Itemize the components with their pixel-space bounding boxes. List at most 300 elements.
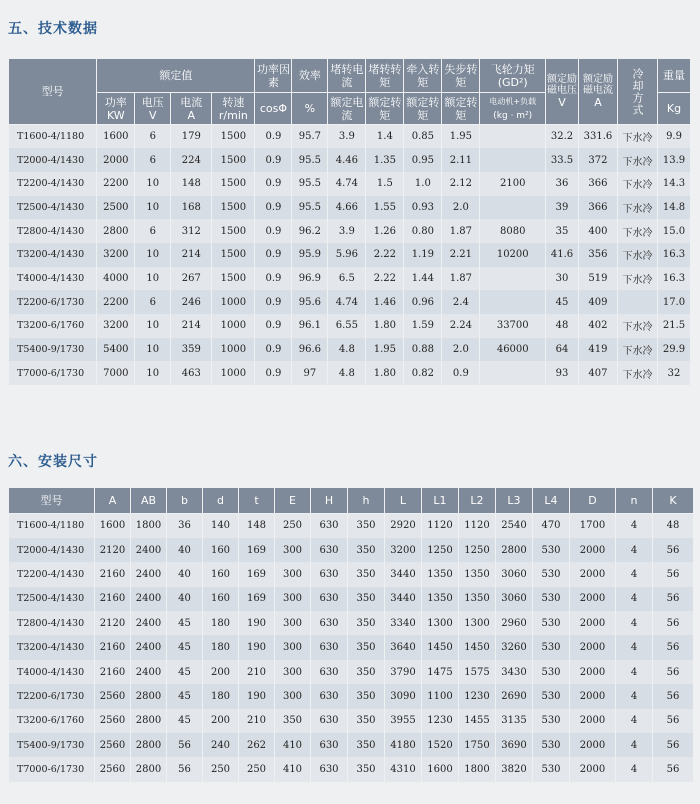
dim-table-cell: 1230 xyxy=(422,709,459,733)
dim-table-cell: 1300 xyxy=(459,611,496,635)
dim-table-cell: 2920 xyxy=(385,514,422,538)
tech-table-cell: 下水冷 xyxy=(617,196,657,220)
tech-table-cell: 2100 xyxy=(480,172,546,196)
tech-table-cell: 14.8 xyxy=(658,196,691,220)
dim-table-cell: 1600 xyxy=(95,514,131,538)
tech-table-cell: 0.82 xyxy=(404,361,442,385)
tech-table-cell: 0.9 xyxy=(255,219,292,243)
dim-table-row xyxy=(9,538,694,562)
dim-table-model-cell: T2000-4/1430 xyxy=(9,538,95,562)
dim-table-cell: 630 xyxy=(311,538,348,562)
tech-table-cell: 312 xyxy=(171,219,212,243)
tech-table-cell xyxy=(480,267,546,291)
dim-table-cell: 1450 xyxy=(459,635,496,659)
dim-table-cell: 300 xyxy=(275,587,311,611)
dim-table-cell: 45 xyxy=(167,635,203,659)
dim-table-cell: 56 xyxy=(653,709,694,733)
header-speed-unit: r/min xyxy=(218,108,248,122)
header-flywheel-unit: (kg · m²) xyxy=(493,110,533,121)
header-current-label: 电流 xyxy=(180,95,203,109)
dim-table-cell: 2800 xyxy=(131,733,167,757)
tech-table-cell: 1500 xyxy=(212,243,255,267)
dim-table-cell: 3340 xyxy=(385,611,422,635)
tech-table-cell: 1.95 xyxy=(442,125,480,149)
tech-table-cell xyxy=(480,290,546,314)
tech-table-cell: 463 xyxy=(171,361,212,385)
dim-table-cell: 160 xyxy=(203,562,239,586)
dim-table-cell: 2000 xyxy=(570,538,616,562)
tech-table-cell: 95.9 xyxy=(292,243,328,267)
dim-table-cell: 2120 xyxy=(95,611,131,635)
dim-table-cell: 530 xyxy=(533,709,570,733)
dim-table-cell: 45 xyxy=(167,611,203,635)
dim-table-cell: 1230 xyxy=(459,684,496,708)
dim-table-cell: 630 xyxy=(311,562,348,586)
tech-table-model-cell: T2800-4/1430 xyxy=(9,219,97,243)
tech-table-cell: 1.35 xyxy=(366,148,404,172)
tech-table-cell: 1.19 xyxy=(404,243,442,267)
tech-table-cell: 2.22 xyxy=(366,243,404,267)
tech-table-model-cell: T3200-6/1760 xyxy=(9,314,97,338)
dim-table-cell: 180 xyxy=(203,635,239,659)
dim-table-cell: 470 xyxy=(533,514,570,538)
tech-table-cell: 1.87 xyxy=(442,219,480,243)
tech-table-cell: 2000 xyxy=(97,148,135,172)
header-rated-value: 额定值 xyxy=(97,59,255,93)
dim-table-cell: 2540 xyxy=(496,514,533,538)
dim-table-cell: 350 xyxy=(275,709,311,733)
dim-table-cell: 630 xyxy=(311,587,348,611)
dim-table-cell: 1100 xyxy=(422,684,459,708)
dim-table-row xyxy=(9,587,694,611)
dim-table-cell: 160 xyxy=(203,538,239,562)
tech-table-cell: 4000 xyxy=(97,267,135,291)
tech-table-cell: 4.46 xyxy=(328,148,366,172)
dim-table-model-cell: T2200-6/1730 xyxy=(9,684,95,708)
tech-table-cell: 33.5 xyxy=(546,148,579,172)
tech-table-cell: 下水冷 xyxy=(617,314,657,338)
dim-table-model-cell: T1600-4/1180 xyxy=(9,514,95,538)
header-stall-current-top: 堵转电流 xyxy=(328,59,366,93)
tech-table-cell: 267 xyxy=(171,267,212,291)
tech-table-cell: 1.59 xyxy=(404,314,442,338)
tech-table-cell: 1.80 xyxy=(366,314,404,338)
dim-table-cell: 56 xyxy=(167,757,203,781)
dim-table-cell: 4 xyxy=(616,684,653,708)
tech-table-cell: 1.46 xyxy=(366,290,404,314)
tech-table-cell: 372 xyxy=(578,148,617,172)
header-pullin-bottom: 额定转矩 xyxy=(404,93,442,125)
tech-table-cell: 0.85 xyxy=(404,125,442,149)
dim-header-h: h xyxy=(348,488,385,514)
tech-table-cell: 1.80 xyxy=(366,361,404,385)
tech-table-cell: 下水冷 xyxy=(617,148,657,172)
tech-table-cell: 1500 xyxy=(212,219,255,243)
dim-table-cell: 4 xyxy=(616,562,653,586)
tech-table-cell: 10 xyxy=(135,314,171,338)
dim-table-cell: 630 xyxy=(311,709,348,733)
header-weight: 重量 xyxy=(658,59,691,93)
tech-table-cell: 148 xyxy=(171,172,212,196)
tech-table-cell: 0.9 xyxy=(255,243,292,267)
tech-table-cell: 35 xyxy=(546,219,579,243)
dim-table-cell: 1350 xyxy=(459,587,496,611)
dim-table-cell: 630 xyxy=(311,635,348,659)
tech-table-cell: 0.9 xyxy=(255,314,292,338)
dim-table-cell: 56 xyxy=(653,757,694,781)
dim-table-cell: 250 xyxy=(275,514,311,538)
dim-table-cell: 1800 xyxy=(131,514,167,538)
dim-table-row xyxy=(9,709,694,733)
dim-table-cell: 1250 xyxy=(422,538,459,562)
header-flywheel-top: 飞轮力矩(GD²) xyxy=(480,59,546,93)
header-excitation-voltage-unit: V xyxy=(558,96,566,109)
dim-table-cell: 2000 xyxy=(570,709,616,733)
dim-table-cell: 2160 xyxy=(95,635,131,659)
dim-table-cell: 630 xyxy=(311,611,348,635)
dim-table-cell: 530 xyxy=(533,757,570,781)
dim-table-cell: 2560 xyxy=(95,733,131,757)
dim-header-d: D xyxy=(570,488,616,514)
dim-table-cell: 3430 xyxy=(496,660,533,684)
dim-table-cell: 350 xyxy=(348,514,385,538)
dim-table-cell: 40 xyxy=(167,538,203,562)
dim-table-cell: 56 xyxy=(653,538,694,562)
dim-table-row xyxy=(9,733,694,757)
header-power-factor: 功率因素 xyxy=(255,59,292,93)
dim-table-cell: 40 xyxy=(167,562,203,586)
header-power-unit: KW xyxy=(106,108,125,122)
dim-table-cell: 2000 xyxy=(570,684,616,708)
tech-table-model-cell: T2200-4/1430 xyxy=(9,172,97,196)
tech-table-cell: 4.8 xyxy=(328,361,366,385)
dim-table-cell: 3060 xyxy=(496,562,533,586)
dim-table-row xyxy=(9,684,694,708)
header-current-unit: A xyxy=(187,108,196,122)
dim-table-cell: 530 xyxy=(533,611,570,635)
tech-table-cell: 13.9 xyxy=(658,148,691,172)
tech-table-row xyxy=(9,290,691,314)
dim-table-cell: 630 xyxy=(311,514,348,538)
dim-table-cell: 250 xyxy=(239,757,275,781)
tech-table-cell: 224 xyxy=(171,148,212,172)
tech-table-cell: 1000 xyxy=(212,338,255,362)
dim-table-cell: 410 xyxy=(275,733,311,757)
dim-table-cell: 36 xyxy=(167,514,203,538)
dim-table-cell: 262 xyxy=(239,733,275,757)
dim-table-cell: 56 xyxy=(653,562,694,586)
header-pf-unit: cosΦ xyxy=(255,93,292,125)
tech-table-cell: 0.9 xyxy=(255,338,292,362)
tech-table-cell: 10 xyxy=(135,267,171,291)
tech-table-cell: 96.1 xyxy=(292,314,328,338)
dim-table-cell: 2690 xyxy=(496,684,533,708)
dim-table-cell: 300 xyxy=(275,660,311,684)
tech-table-cell: 2.11 xyxy=(442,148,480,172)
dim-table-cell: 2160 xyxy=(95,562,131,586)
tech-table-cell: 1.26 xyxy=(366,219,404,243)
tech-table-cell: 10 xyxy=(135,243,171,267)
tech-table-row xyxy=(9,243,691,267)
dim-table-cell: 56 xyxy=(653,611,694,635)
technical-data-table xyxy=(8,58,691,385)
dim-table-cell: 4 xyxy=(616,757,653,781)
tech-table-cell: 95.6 xyxy=(292,290,328,314)
tech-table-cell: 1000 xyxy=(212,314,255,338)
section-title-installation-dimensions: 六、安装尺寸 xyxy=(8,454,98,470)
dim-table-cell: 3790 xyxy=(385,660,422,684)
dim-table-cell: 1350 xyxy=(422,562,459,586)
tech-table-cell: 下水冷 xyxy=(617,125,657,149)
header-efficiency: 效率 xyxy=(292,59,328,93)
tech-table-cell: 下水冷 xyxy=(617,361,657,385)
tech-table-cell: 6.5 xyxy=(328,267,366,291)
dim-table-cell: 2800 xyxy=(131,684,167,708)
dim-table-cell: 56 xyxy=(167,733,203,757)
tech-table-cell: 2.24 xyxy=(442,314,480,338)
dim-table-cell: 48 xyxy=(653,514,694,538)
dim-table-cell: 4180 xyxy=(385,733,422,757)
tech-table-cell: 409 xyxy=(578,290,617,314)
dim-table-cell: 40 xyxy=(167,587,203,611)
dim-header-l2: L2 xyxy=(459,488,496,514)
header-voltage xyxy=(135,93,171,125)
dim-table-cell: 350 xyxy=(348,611,385,635)
dim-table-cell: 240 xyxy=(203,733,239,757)
dim-table-cell: 630 xyxy=(311,660,348,684)
dim-table-cell: 2800 xyxy=(496,538,533,562)
tech-table-model-cell: T1600-4/1180 xyxy=(9,125,97,149)
dim-header-e: E xyxy=(275,488,311,514)
dim-table-cell: 3200 xyxy=(385,538,422,562)
dim-table-cell: 300 xyxy=(275,611,311,635)
tech-table-cell: 10 xyxy=(135,196,171,220)
tech-table-cell: 46000 xyxy=(480,338,546,362)
tech-table-cell: 1500 xyxy=(212,148,255,172)
tech-table-cell: 下水冷 xyxy=(617,172,657,196)
tech-table-cell: 1500 xyxy=(212,172,255,196)
dim-table-cell: 2560 xyxy=(95,684,131,708)
dim-header-b: b xyxy=(167,488,203,514)
tech-table-cell: 0.9 xyxy=(255,361,292,385)
dim-table-cell: 4 xyxy=(616,660,653,684)
dim-header-l: L xyxy=(385,488,422,514)
tech-table-cell: 下水冷 xyxy=(617,267,657,291)
header-eff-unit: % xyxy=(292,93,328,125)
dim-table-cell: 4 xyxy=(616,538,653,562)
tech-table-cell: 6 xyxy=(135,290,171,314)
tech-table-cell: 36 xyxy=(546,172,579,196)
dim-table-cell: 3090 xyxy=(385,684,422,708)
dim-table-cell: 3955 xyxy=(385,709,422,733)
dim-table-cell: 200 xyxy=(203,660,239,684)
dim-table-cell: 148 xyxy=(239,514,275,538)
dim-table-cell: 250 xyxy=(203,757,239,781)
tech-table-cell: 10 xyxy=(135,338,171,362)
dim-table-cell: 1475 xyxy=(422,660,459,684)
tech-table-cell: 1.0 xyxy=(404,172,442,196)
header-stall-torque-bottom: 额定转矩 xyxy=(366,93,404,125)
tech-table-cell: 356 xyxy=(578,243,617,267)
header-stall-current-bottom: 额定电流 xyxy=(328,93,366,125)
dim-table-row xyxy=(9,514,694,538)
dim-header-a: A xyxy=(95,488,131,514)
dimensions-header-row xyxy=(9,488,694,514)
dim-table-cell: 3135 xyxy=(496,709,533,733)
dim-table-cell: 2160 xyxy=(95,660,131,684)
dim-table-cell: 210 xyxy=(239,660,275,684)
header-flywheel-sub xyxy=(480,93,546,125)
dim-table-cell: 140 xyxy=(203,514,239,538)
dim-table-model-cell: T2800-4/1430 xyxy=(9,611,95,635)
dim-table-cell: 2000 xyxy=(570,660,616,684)
dim-table-cell: 630 xyxy=(311,757,348,781)
tech-table-model-cell: T7000-6/1730 xyxy=(9,361,97,385)
tech-table-cell: 4.74 xyxy=(328,290,366,314)
dim-header-model: 型号 xyxy=(9,488,95,514)
tech-table-cell: 419 xyxy=(578,338,617,362)
tech-table-cell: 95.5 xyxy=(292,196,328,220)
tech-table-cell: 1500 xyxy=(212,125,255,149)
tech-table-cell: 3.9 xyxy=(328,125,366,149)
dim-table-row xyxy=(9,611,694,635)
tech-table-cell: 3200 xyxy=(97,314,135,338)
dim-table-cell: 180 xyxy=(203,684,239,708)
dim-table-model-cell: T5400-9/1730 xyxy=(9,733,95,757)
header-flywheel-mid: 电动机+负载 xyxy=(489,96,537,106)
dim-table-cell: 1300 xyxy=(422,611,459,635)
dim-table-cell: 2960 xyxy=(496,611,533,635)
tech-table-cell: 4.74 xyxy=(328,172,366,196)
tech-table-cell: 0.9 xyxy=(442,361,480,385)
installation-dimensions-table xyxy=(8,487,694,782)
dim-header-l1: L1 xyxy=(422,488,459,514)
dim-table-cell: 4310 xyxy=(385,757,422,781)
tech-table-model-cell: T2000-4/1430 xyxy=(9,148,97,172)
tech-table-row xyxy=(9,148,691,172)
header-speed xyxy=(212,93,255,125)
dim-table-model-cell: T3200-6/1760 xyxy=(9,709,95,733)
dim-table-cell: 4 xyxy=(616,587,653,611)
dim-table-cell: 4 xyxy=(616,635,653,659)
dim-table-cell: 4 xyxy=(616,611,653,635)
tech-table-cell: 1.4 xyxy=(366,125,404,149)
tech-table-cell: 0.9 xyxy=(255,196,292,220)
dim-table-model-cell: T7000-6/1730 xyxy=(9,757,95,781)
dim-table-cell: 350 xyxy=(348,587,385,611)
dim-table-cell: 2400 xyxy=(131,660,167,684)
dim-table-cell: 56 xyxy=(653,684,694,708)
header-excitation-voltage-label: 额定励磁电压 xyxy=(547,74,578,96)
dim-table-cell: 56 xyxy=(653,733,694,757)
tech-table-cell: 0.88 xyxy=(404,338,442,362)
tech-table-cell: 9.9 xyxy=(658,125,691,149)
installation-dimensions-body xyxy=(9,514,694,782)
tech-table-cell: 1500 xyxy=(212,267,255,291)
tech-table-cell: 10200 xyxy=(480,243,546,267)
dim-table-cell: 45 xyxy=(167,660,203,684)
tech-table-cell: 96.6 xyxy=(292,338,328,362)
tech-table-cell: 3200 xyxy=(97,243,135,267)
dim-table-cell: 2000 xyxy=(570,562,616,586)
dim-header-k: K xyxy=(653,488,694,514)
dim-table-cell: 350 xyxy=(348,660,385,684)
dim-table-cell: 2000 xyxy=(570,635,616,659)
dim-table-cell: 350 xyxy=(348,757,385,781)
dim-header-ab: AB xyxy=(131,488,167,514)
tech-table-cell: 1.87 xyxy=(442,267,480,291)
tech-table-model-cell: T2500-4/1430 xyxy=(9,196,97,220)
header-current xyxy=(171,93,212,125)
tech-table-cell: 2.0 xyxy=(442,338,480,362)
dim-table-cell: 300 xyxy=(275,538,311,562)
dim-table-cell: 2400 xyxy=(131,587,167,611)
tech-table-cell: 0.93 xyxy=(404,196,442,220)
dim-table-model-cell: T2200-4/1430 xyxy=(9,562,95,586)
header-pullout-top: 失步转矩 xyxy=(442,59,480,93)
tech-table-cell: 0.96 xyxy=(404,290,442,314)
tech-table-cell: 95.7 xyxy=(292,125,328,149)
tech-table-cell: 1500 xyxy=(212,196,255,220)
dim-table-cell: 2000 xyxy=(570,611,616,635)
dim-table-cell: 350 xyxy=(348,709,385,733)
dim-table-cell: 45 xyxy=(167,684,203,708)
tech-table-cell: 10 xyxy=(135,172,171,196)
dim-table-cell: 300 xyxy=(275,635,311,659)
tech-table-cell: 97 xyxy=(292,361,328,385)
dim-table-cell: 45 xyxy=(167,709,203,733)
dim-table-cell: 2400 xyxy=(131,538,167,562)
dim-header-l3: L3 xyxy=(496,488,533,514)
tech-table-model-cell: T3200-4/1430 xyxy=(9,243,97,267)
tech-table-cell: 0.80 xyxy=(404,219,442,243)
tech-table-cell: 5.96 xyxy=(328,243,366,267)
tech-table-row xyxy=(9,172,691,196)
header-voltage-unit: V xyxy=(149,108,157,122)
dim-table-cell: 190 xyxy=(239,684,275,708)
dim-table-cell: 1520 xyxy=(422,733,459,757)
dim-table-cell: 169 xyxy=(239,562,275,586)
dim-header-h: H xyxy=(311,488,348,514)
dim-table-cell: 1350 xyxy=(459,562,496,586)
tech-table-cell: 下水冷 xyxy=(617,219,657,243)
dim-table-cell: 1750 xyxy=(459,733,496,757)
tech-table-cell: 33700 xyxy=(480,314,546,338)
tech-table-row xyxy=(9,314,691,338)
header-excitation-current-label: 额定励磁电流 xyxy=(582,74,613,96)
tech-table-cell: 519 xyxy=(578,267,617,291)
dim-table-cell: 160 xyxy=(203,587,239,611)
dim-table-cell: 350 xyxy=(348,635,385,659)
tech-table-cell: 1.5 xyxy=(366,172,404,196)
dim-header-t: t xyxy=(239,488,275,514)
dim-table-cell: 2000 xyxy=(570,757,616,781)
dim-table-cell: 530 xyxy=(533,635,570,659)
dim-table-cell: 530 xyxy=(533,538,570,562)
dim-header-l4: L4 xyxy=(533,488,570,514)
header-cooling xyxy=(617,59,657,125)
dim-table-row xyxy=(9,635,694,659)
tech-table-cell: 下水冷 xyxy=(617,243,657,267)
tech-table-cell: 32.2 xyxy=(546,125,579,149)
tech-table-cell: 400 xyxy=(578,219,617,243)
dim-table-cell: 3820 xyxy=(496,757,533,781)
header-excitation-current xyxy=(578,59,617,125)
tech-table-cell: 14.3 xyxy=(658,172,691,196)
tech-table-cell: 下水冷 xyxy=(617,338,657,362)
tech-table-cell: 366 xyxy=(578,172,617,196)
tech-table-cell: 10 xyxy=(135,361,171,385)
